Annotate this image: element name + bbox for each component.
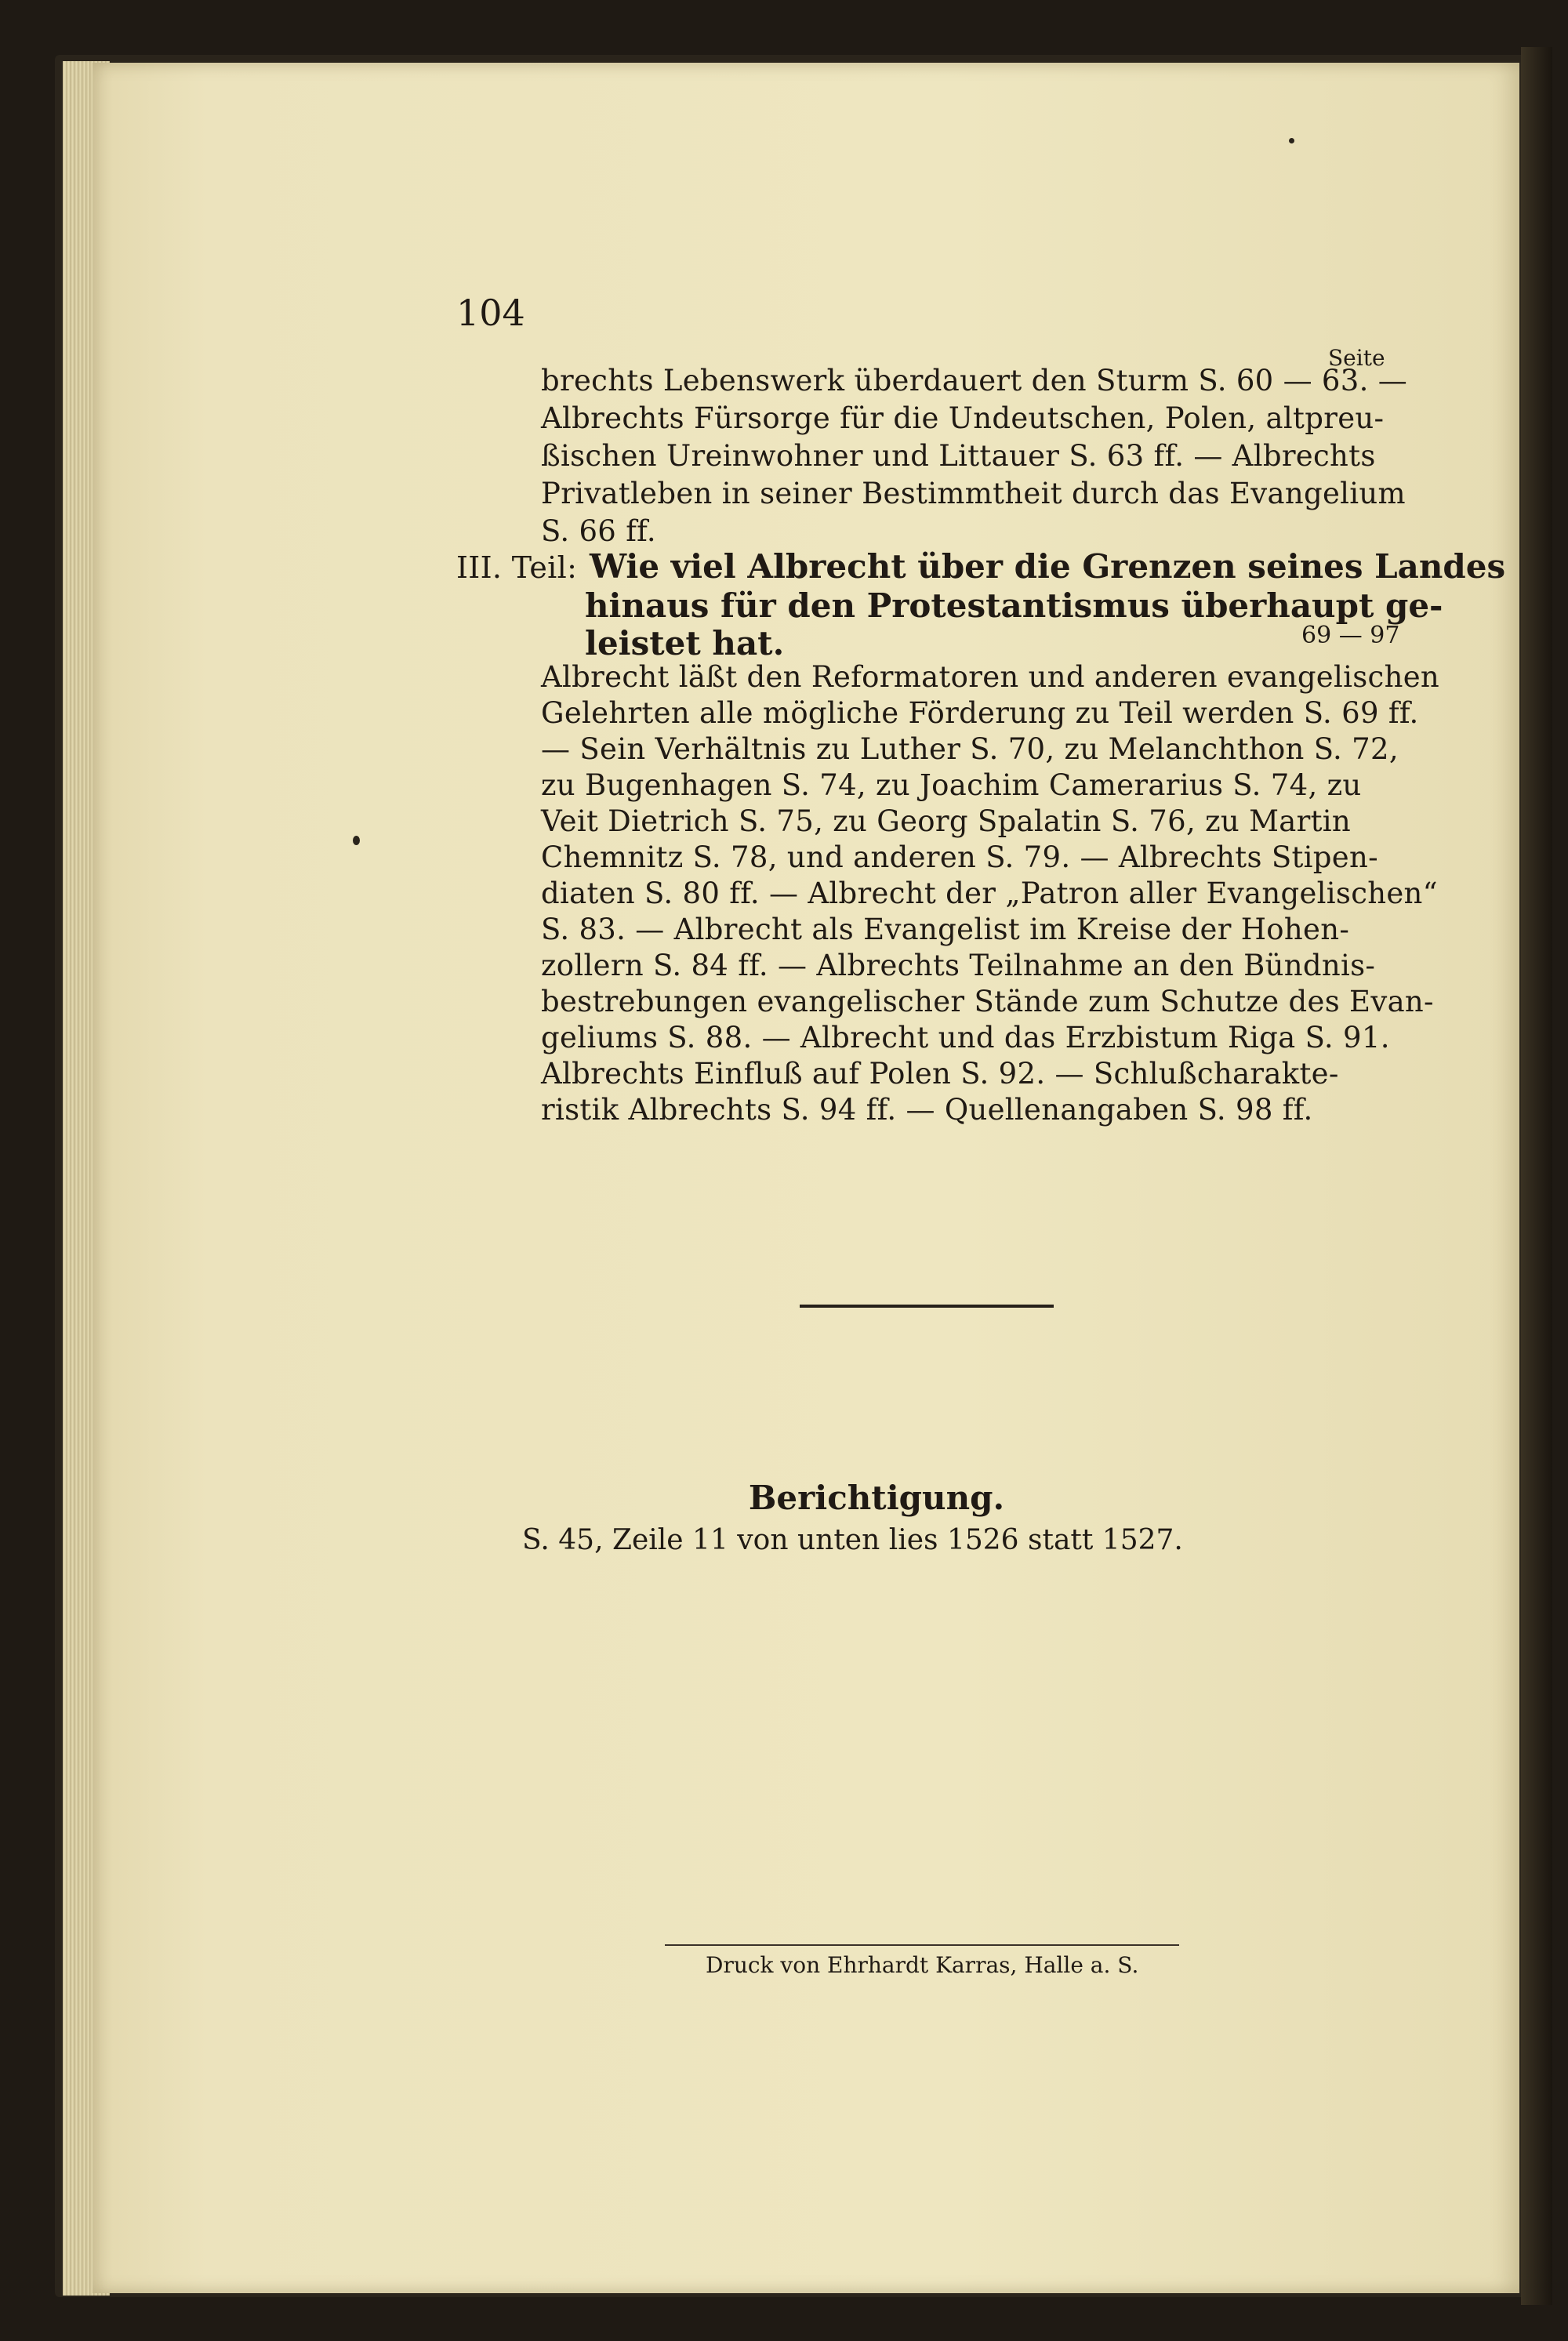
part-heading-line-2: hinaus für den Protestantismus überhaupt ge- — [585, 586, 1443, 625]
intro-line-5: S. 66 ff. — [541, 514, 656, 548]
printer-imprint: Druck von Ehrhardt Karras, Halle a. S. — [706, 1952, 1139, 1978]
body-line-9: zollern S. 84 ff. — Albrechts Teilnahme an den Bündnis- — [541, 949, 1376, 982]
body-line-7: diaten S. 80 ff. — Albrecht der „Patron aller Evangelischen“ — [541, 877, 1438, 910]
body-line-11: geliums S. 88. — Albrecht und das Erzbistum Riga S. 91. — [541, 1021, 1390, 1054]
body-line-13: ristik Albrechts S. 94 ff. — Quellenangaben S. 98 ff. — [541, 1093, 1313, 1127]
berichtigung-title: Berichtigung. — [748, 1479, 1005, 1517]
part-label: III. Teil: — [456, 550, 578, 585]
column-header-seite: Seite — [1328, 345, 1385, 371]
intro-line-4: Privatleben in seiner Bestimmtheit durch das Evangelium — [541, 477, 1406, 510]
intro-line-1: brechts Lebenswerk überdauert den Sturm S. 60 — 63. — — [541, 364, 1408, 397]
body-line-4: zu Bugenhagen S. 74, zu Joachim Camerarius S. 74, zu — [541, 768, 1362, 802]
part-heading-line-1: Wie viel Albrecht über die Grenzen seines Landes — [590, 547, 1506, 586]
body-line-6: Chemnitz S. 78, und anderen S. 79. — Albrechts Stipen- — [541, 840, 1378, 874]
body-line-5: Veit Dietrich S. 75, zu Georg Spalatin S. 76, zu Martin — [541, 804, 1352, 838]
page-number: 104 — [456, 292, 525, 334]
berichtigung-text: S. 45, Zeile 11 von unten lies 1526 statt 1527. — [522, 1524, 1183, 1556]
body-line-12: Albrechts Einfluß auf Polen S. 92. — Schlußcharakte- — [541, 1057, 1339, 1091]
page-range: 69 — 97 — [1301, 622, 1400, 649]
binding-strip — [1521, 47, 1552, 2305]
part-heading-line-3: leistet hat. — [585, 624, 785, 662]
footer-rule — [665, 1944, 1179, 1946]
intro-line-3: ßischen Ureinwohner und Littauer S. 63 ff. — Albrechts — [541, 439, 1376, 473]
body-line-8: S. 83. — Albrecht als Evangelist im Kreise der Hohen- — [541, 913, 1350, 946]
body-line-3: — Sein Verhältnis zu Luther S. 70, zu Melanchthon S. 72, — [541, 732, 1399, 766]
body-line-2: Gelehrten alle mögliche Förderung zu Teil werden S. 69 ff. — [541, 696, 1419, 730]
paper-speck — [1289, 138, 1294, 143]
paper-speck — [353, 836, 360, 845]
body-line-1: Albrecht läßt den Reformatoren und anderen evangelischen — [541, 660, 1440, 694]
section-divider — [800, 1305, 1054, 1308]
body-line-10: bestrebungen evangelischer Stände zum Schutze des Evan- — [541, 985, 1434, 1018]
intro-line-2: Albrechts Fürsorge für die Undeutschen, Polen, altpreu- — [541, 401, 1385, 435]
